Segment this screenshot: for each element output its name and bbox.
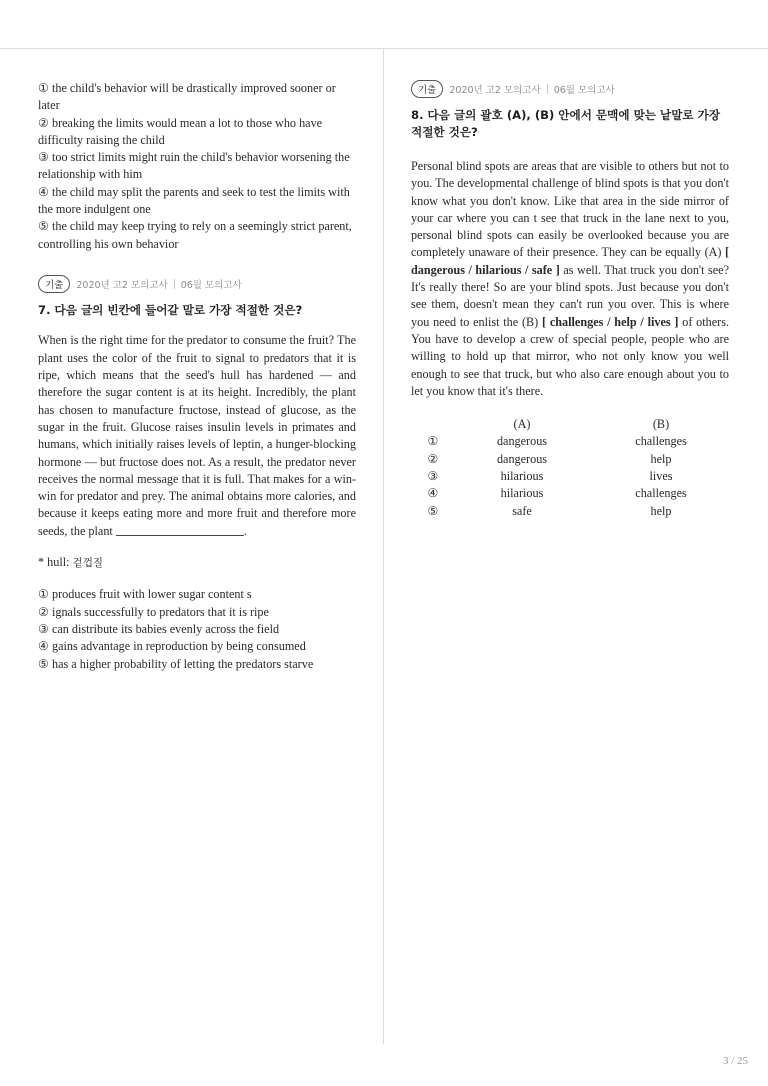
q8-source-month: 06월 모의고사 — [553, 85, 615, 96]
q7-source-separator — [174, 279, 175, 289]
q8-passage — [411, 158, 729, 400]
q8-header-num — [415, 416, 451, 433]
q8-option-b: challenges — [635, 434, 687, 449]
q8-passage-part-1: Personal blind spots are areas that are visible to others but not to you. The developmental challenge of blind spots is that you don't know what you don't know. Like that area in the side mirror of your car where you can t see that truck in the lane next to you, personal blind spots can easily be overlooked because you are completely unaware of their presence. They can be equally (A) — [411, 159, 729, 260]
q7-tag-badge: 기출 — [38, 275, 70, 293]
q6-choice-5[interactable]: ⑤ the child may keep trying to rely on a seemingly strict parent, controlling his own behavior — [38, 219, 352, 251]
q7-footnote-label: * hull: — [38, 555, 70, 570]
q8-bracket-b: [ challenges / help / lives ] — [542, 314, 679, 329]
q8-option-a: hilarious — [500, 486, 544, 501]
q8-option-number[interactable]: ⑤ — [427, 503, 439, 518]
q6-choices — [38, 80, 356, 253]
q8-answer-row[interactable] — [415, 485, 729, 502]
q7-passage-end: . — [243, 523, 247, 538]
q8-option-b: lives — [649, 469, 673, 484]
q7-passage — [38, 332, 356, 540]
q7-passage-text: When is the right time for the predator to consume the fruit? The plant uses the color of the fruit to signal to predators that it is ripe, which means that the seed's hull has hardened — and therefore the sugar content is at its height. Incredibly, the plant has chosen to manufacture fructose, instead of glucose, as the sugar in the fruit. Glucose raises insulin levels in primates and humans, which initially raises levels of leptin, a hunger-blocking hormone — but fructose does not. As a result, the predator never receives the normal message that it is full. That makes for a win-win for predator and prey. The animal obtains more calories, and because it keeps eating more and more fruit and therefore more seeds, the plant — [38, 333, 356, 538]
q8-bracket-a: [ dangerous / hilarious / safe ] — [411, 245, 729, 277]
q8-option-number[interactable]: ② — [427, 451, 439, 466]
page-number: 3 / 25 — [722, 1055, 748, 1067]
q8-title: 8. 다음 글의 괄호 (A), (B) 안에서 문맥에 맞는 낱말로 가장 적절한 것은? — [411, 108, 721, 139]
q8-tag-badge: 기출 — [411, 80, 443, 98]
q8-answer-row[interactable] — [415, 503, 729, 520]
q7-footnote-text: 겉껍질 — [72, 557, 103, 570]
q7-blank — [116, 523, 244, 536]
q7-choice-4[interactable]: ④ gains advantage in reproduction by being consumed — [38, 639, 306, 654]
q6-choice-4[interactable]: ④ the child may split the parents and seek to test the limits with the more indulgent one — [38, 184, 350, 217]
q8-answer-header-row — [415, 416, 729, 433]
q8-option-a: safe — [512, 503, 532, 518]
q8-answer-row[interactable] — [415, 433, 729, 450]
q7-source-year: 2020년 고2 모의고사 — [76, 279, 168, 291]
q7-choice-3[interactable]: ③ can distribute its babies evenly across the field — [38, 621, 280, 636]
q7-choice-2[interactable]: ② ignals successfully to predators that it is ripe — [38, 604, 269, 619]
left-column — [38, 80, 356, 673]
q8-option-a: hilarious — [500, 469, 544, 484]
q8-header-b: (B) — [652, 417, 670, 432]
column-divider — [383, 49, 384, 1044]
q7-title: 7. 다음 글의 빈칸에 들어갈 말로 가장 적절한 것은? — [38, 302, 303, 317]
q8-option-number[interactable]: ① — [427, 434, 439, 449]
q8-option-a: dangerous — [496, 434, 548, 449]
q7-choice-1[interactable]: ① produces fruit with lower sugar content s — [38, 587, 252, 602]
q8-source-row — [411, 80, 729, 98]
q7-source-row — [38, 275, 356, 293]
q8-option-number[interactable]: ④ — [427, 486, 439, 501]
q8-answer-row[interactable] — [415, 468, 729, 485]
q8-header-a: (A) — [513, 417, 531, 432]
q7-choices — [38, 586, 356, 672]
q8-source-year: 2020년 고2 모의고사 — [449, 85, 541, 96]
q8-option-number[interactable]: ③ — [427, 469, 439, 484]
right-column — [411, 80, 729, 520]
q7-choice-5[interactable]: ⑤ has a higher probability of letting the predators starve — [38, 656, 314, 671]
q8-option-b: help — [650, 451, 672, 466]
q8-answer-row[interactable] — [415, 451, 729, 468]
q7-source-month: 06월 모의고사 — [180, 279, 242, 291]
q6-choice-2[interactable]: ② breaking the limits would mean a lot to those who have difficulty raising the child — [38, 115, 323, 147]
q8-source-separator — [547, 84, 548, 94]
q6-choice-1[interactable]: ① the child's behavior will be drastically improved sooner or later — [38, 81, 336, 113]
q8-answer-table — [415, 416, 729, 520]
q8-passage-part-3: of others. You have to develop a crew of special people, people who are willing to hold up that mirror, who not only know you well enough to see that truck, but who also care enough about you to let you know that it's there. — [411, 314, 730, 398]
q6-choice-3[interactable]: ③ too strict limits might ruin the child's behavior worsening the relationship with him — [38, 150, 350, 182]
q8-option-a: dangerous — [496, 451, 548, 466]
q8-passage-part-2: as well. That truck you don't see? It's really there! So are your blind spots. Just because you don't see them, doesn't mean they can't run you over. This is where you need to enlist the (B) — [411, 262, 729, 329]
q8-option-b: challenges — [635, 486, 687, 501]
q8-option-b: help — [650, 503, 672, 518]
q7-footnote — [38, 554, 356, 572]
header-rule — [0, 48, 768, 49]
